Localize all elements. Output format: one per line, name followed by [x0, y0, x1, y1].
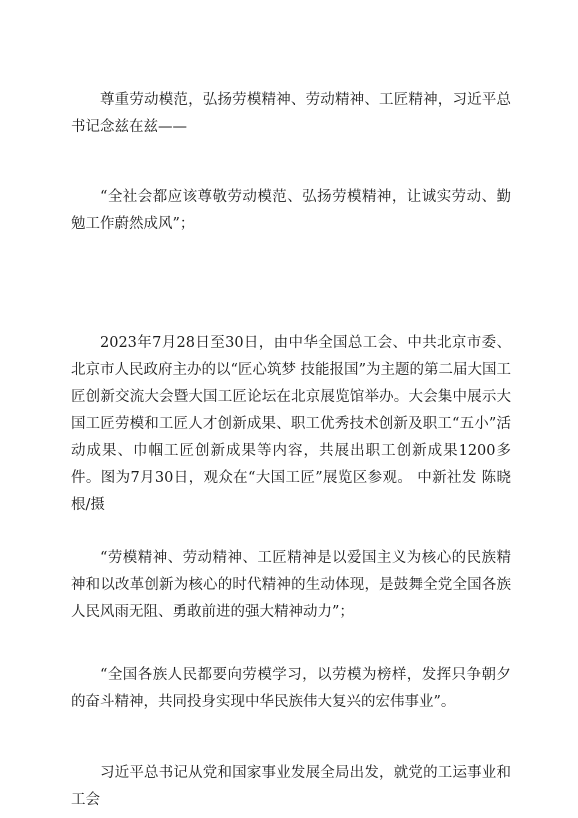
paragraph-quote-1: “全社会都应该尊敬劳动模范、弘扬劳模精神，让诚实劳动、勤勉工作蔚然成风”；: [71, 189, 511, 232]
paragraph-quote-2: “劳模精神、劳动精神、工匠精神是以爱国主义为核心的民族精神和以改革创新为核心的时代精神的生动体现，是鼓舞全党全国各族人民风雨无阻、勇敢前进的强大精神动力”；: [71, 550, 511, 620]
paragraph-photo-caption: 2023年7月28日至30日，由中华全国总工会、中共北京市委、北京市人民政府主办的以“匠心筑梦 技能报国”为主题的第二届大国工匠创新交流大会暨大国工匠论坛在北京展览馆举办。大会集中展示大国工匠劳模和工匠人才创新成果、职工优秀技术创新及职工“五小”活动成果、巾帼工匠创新成果等内容，共展出职工创新成果1200多件。图为7月30日，观众在“大国工匠”展览区参观。 中新社发 陈晓根/摄: [71, 335, 511, 513]
paragraph-intro: 尊重劳动模范，弘扬劳模精神、劳动精神、工匠精神，习近平总书记念兹在兹——: [71, 92, 511, 135]
paragraph-quote-3: “全国各族人民都要向劳模学习，以劳模为榜样，发挥只争朝夕的奋斗精神，共同投身实现中华民族伟大复兴的宏伟事业”。: [71, 667, 511, 710]
paragraph-continuation: 习近平总书记从党和国家事业发展全局出发，就党的工运事业和工会: [71, 765, 511, 808]
